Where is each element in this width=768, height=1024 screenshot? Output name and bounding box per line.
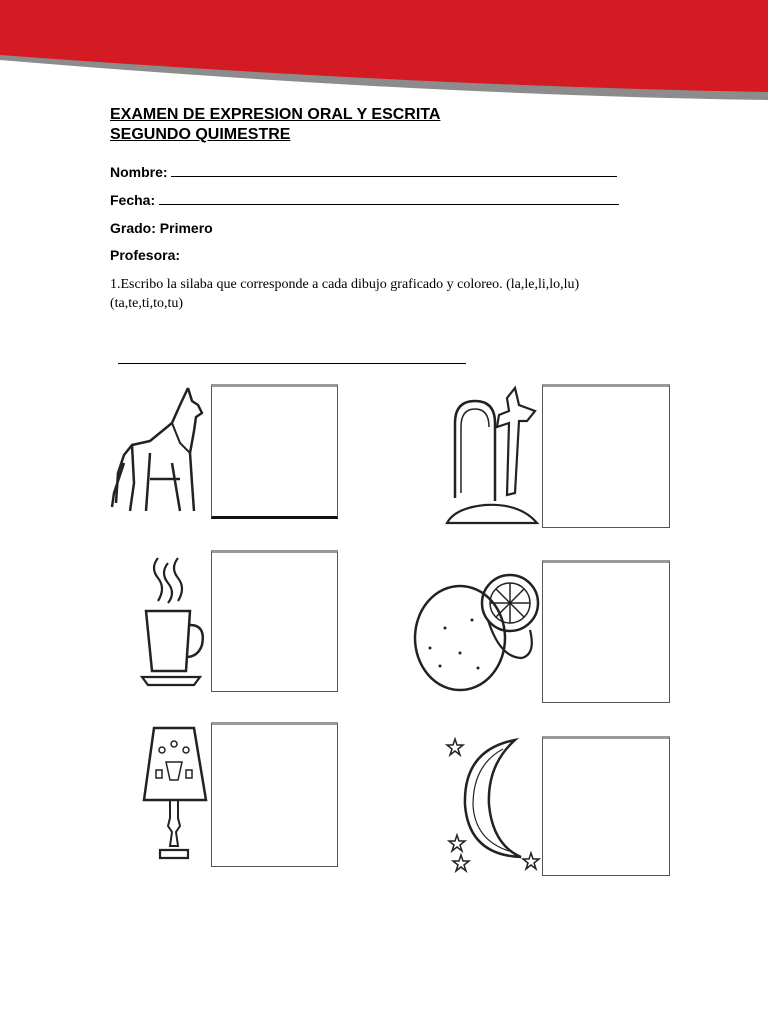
answer-box-lamp[interactable] [211, 722, 338, 867]
fecha-field [110, 192, 619, 208]
instruction [110, 275, 650, 313]
header-banner [0, 0, 768, 110]
nombre-field [110, 164, 617, 180]
grado-field: Grado: Primero [110, 220, 213, 236]
moon-icon [443, 735, 543, 875]
nombre-label: Nombre: [110, 164, 168, 180]
answer-box-moon[interactable] [542, 736, 670, 876]
answer-box-wolf[interactable] [211, 384, 338, 519]
fecha-label: Fecha: [110, 192, 156, 208]
exam-subtitle: SEGUNDO QUIMESTRE [110, 126, 291, 143]
answer-box-tombstone[interactable] [542, 384, 670, 528]
nombre-blank[interactable] [171, 164, 617, 177]
instruction-line2: (ta,te,ti,to,tu) [110, 296, 184, 311]
tombstone-icon [445, 383, 540, 528]
answer-box-lemon[interactable] [542, 560, 670, 703]
cup-icon [140, 553, 210, 693]
wolf-icon [110, 383, 210, 518]
fecha-blank[interactable] [159, 192, 619, 205]
exam-title: EXAMEN DE EXPRESION ORAL Y ESCRITA [110, 106, 441, 123]
answer-box-cup[interactable] [211, 550, 338, 692]
lemon-icon [410, 558, 542, 698]
answer-line[interactable] [118, 363, 466, 364]
lamp-icon [142, 722, 210, 867]
profesora-field: Profesora: [110, 247, 181, 263]
instruction-line1: 1.Escribo la silaba que corresponde a cada dibujo graficado y coloreo. (la,le,li,lo,lu) [110, 277, 580, 292]
